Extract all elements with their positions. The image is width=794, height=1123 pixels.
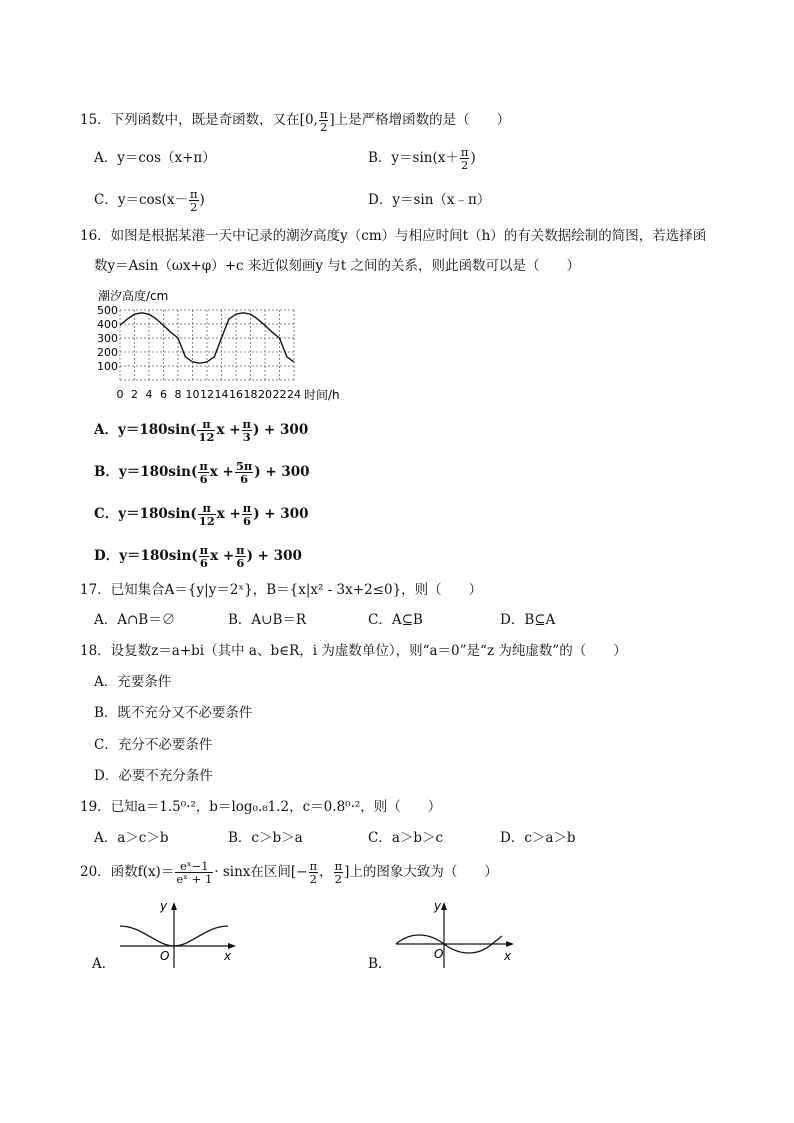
q15-option-c[interactable]: C．y＝cos(x－ $\frac{\pi}{2}$ ) <box>94 187 205 215</box>
q15-stem-part1: 15．下列函数中，既是奇函数，又在[0, <box>80 112 318 129</box>
q19-option-d[interactable]: D．c＞a＞b <box>500 830 576 846</box>
tide-chart <box>90 284 360 404</box>
x-tick-label: 12 <box>200 388 214 401</box>
y-tick-label: 100 <box>97 360 118 373</box>
q20-graph-b[interactable] <box>390 898 520 972</box>
chart-grid <box>120 310 294 380</box>
x-tick-label: 24 <box>287 388 301 401</box>
x-tick-label: 4 <box>145 388 153 401</box>
y-axis-arrow <box>441 902 447 910</box>
x-axis-arrow <box>506 941 514 947</box>
x-tick-label: 20 <box>258 388 272 401</box>
q15-option-d[interactable]: D．y＝sin（x﹣π） <box>368 192 491 208</box>
q17-option-d[interactable]: D．B⊆A <box>500 612 556 628</box>
y-tick-label: 400 <box>97 318 118 331</box>
q16-option-a[interactable]: A．y＝180sin( $\frac{\pi}{12}$ x + $\frac{\pi}{3}$ ) + 300 <box>94 417 309 445</box>
q17-stem: 17．已知集合A＝{y|y＝2ˣ}，B＝{x|x² - 3x+2≤0}，则（ ） <box>80 582 483 598</box>
y-axis-label: y <box>434 899 442 913</box>
q15-option-a[interactable]: A．y＝cos（x+π） <box>94 150 216 166</box>
q16-stem-line2: 数y＝Asin（ωx+φ）+c 来近似刻画y 与t 之间的关系，则此函数可以是（ ） <box>94 258 580 274</box>
x-tick-label: 2 <box>131 388 138 401</box>
q17-option-a[interactable]: A．A∩B＝∅ <box>94 612 176 628</box>
q15-option-b[interactable]: B．y＝sin(x＋ $\frac{\pi}{2}$ ) <box>368 145 476 173</box>
y-tick-label: 500 <box>97 304 118 317</box>
q15-stem <box>80 108 510 133</box>
chart-ylabel: 潮汐高度/cm <box>98 289 169 303</box>
q16-option-d[interactable]: D．y＝180sin( $\frac{\pi}{6}$ x + $\frac{\pi}{6}$ ) + 300 <box>94 543 302 571</box>
q16-option-c[interactable]: C．y＝180sin( $\frac{\pi}{12}$ x + $\frac{\pi}{6}$ ) + 300 <box>94 501 309 529</box>
y-tick-label: 200 <box>97 346 118 359</box>
x-tick-label: 6 <box>160 388 167 401</box>
q17-option-c[interactable]: C．A⊆B <box>368 612 423 628</box>
chart-xlabel: 时间/h <box>304 388 340 402</box>
y-axis-label: y <box>160 899 168 913</box>
chart-x-ticks <box>117 388 302 401</box>
q17-option-b[interactable]: B．A∪B＝R <box>228 612 307 628</box>
q20-option-a[interactable]: A． <box>92 956 116 972</box>
chart-y-ticks <box>97 304 118 373</box>
q16-stem-line1: 16．如图是根据某港一天中记录的潮汐高度y（cm）与相应时间t（h）的有关数据绘制的简图，若选择函 <box>80 228 707 244</box>
x-tick-label: 16 <box>229 388 243 401</box>
q18-option-c[interactable]: C．充分不必要条件 <box>94 737 213 753</box>
origin-label: O <box>160 949 170 963</box>
x-tick-label: 10 <box>185 388 200 401</box>
q19-option-c[interactable]: C．a＞b＞c <box>368 830 444 846</box>
q20-fraction: $\frac{\text{eˣ−1}}{\text{eˣ + 1}}$ <box>176 859 213 887</box>
q20-stem: 20．函数f(x)＝ $\frac{\text{eˣ−1}}{\text{eˣ + 1}}$ · sinx在区间[− $\frac{\pi}{2}$ ， $\frac{\pi}{2}$ ]上的图象大致为（ ） <box>80 859 498 887</box>
q18-option-b[interactable]: B．既不充分又不必要条件 <box>94 705 253 721</box>
x-tick-label: 8 <box>174 388 182 401</box>
q16-option-b[interactable]: B．y＝180sin( $\frac{\pi}{6}$ x + $\frac{5\pi}{6}$ ) + 300 <box>94 459 310 487</box>
q18-stem: 18．设复数z＝a+bi（其中 a、b∈R，i 为虚数单位），则“a＝0”是“z 为纯虚数”的（ ） <box>80 643 627 659</box>
q19-option-b[interactable]: B．c＞b＞a <box>228 830 303 846</box>
x-tick-label: 14 <box>214 388 229 401</box>
origin-label: O <box>434 947 444 961</box>
q18-option-a[interactable]: A．充要条件 <box>94 674 172 690</box>
q19-stem: 19．已知a＝1.5⁰·²，b＝log₀.₈1.2，c＝0.8⁰·²，则（ ） <box>80 799 442 815</box>
x-axis-label: x <box>224 949 232 963</box>
q15-fraction: $\frac{\pi}{2}$ <box>319 107 328 135</box>
q18-option-d[interactable]: D．必要不充分条件 <box>94 768 213 784</box>
q20-option-b[interactable]: B． <box>368 956 392 972</box>
x-tick-label: 0 <box>116 388 124 401</box>
q20-graph-a[interactable] <box>112 898 242 972</box>
y-tick-label: 300 <box>97 332 118 345</box>
x-tick-label: 18 <box>243 388 258 401</box>
y-axis-arrow <box>171 902 177 910</box>
x-axis-label: x <box>504 949 512 963</box>
q19-option-a[interactable]: A．a＞c＞b <box>94 830 169 846</box>
x-tick-label: 22 <box>272 388 287 401</box>
q15-stem-part2: ]上是严格增函数的是（ ） <box>329 112 511 129</box>
